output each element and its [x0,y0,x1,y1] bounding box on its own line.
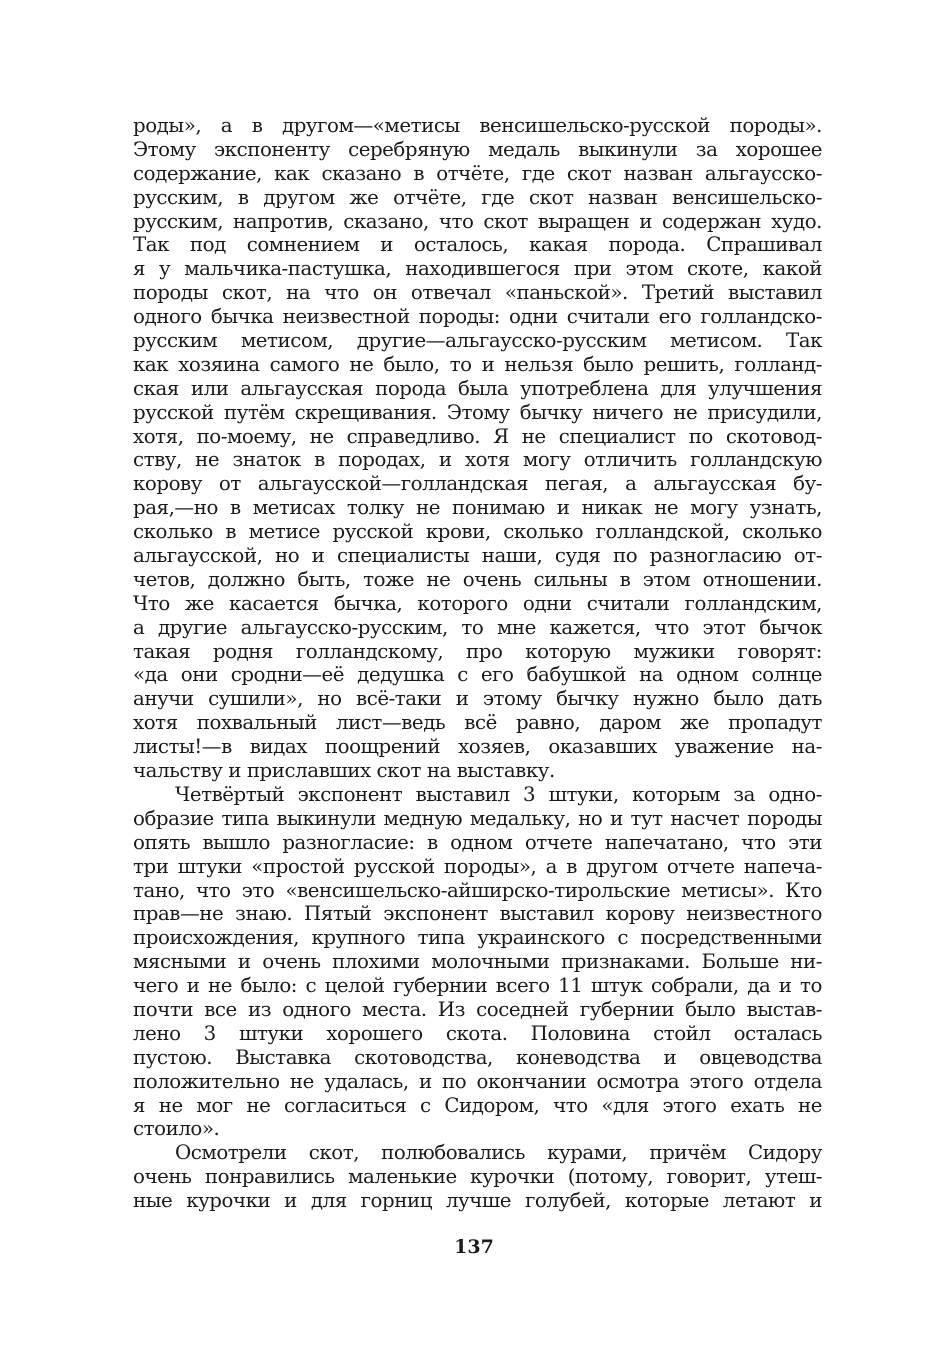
text-line: четов, должно быть, тоже не очень сильны в этом отношении. [133,567,822,591]
paragraph [133,1141,822,1213]
text-line: рая,—но в метисах толку не понимаю и никак не могу узнать, [133,496,822,520]
text-line: положительно не удалась, и по окончании осмотра этого отдела [133,1069,822,1093]
text-line: опять вышло разногласие: в одном отчете напечатано, что эти [133,830,822,854]
text-line: очень понравились маленькие курочки (потому, говорит, утеш- [133,1165,822,1189]
text-line: стоило». [133,1117,220,1141]
page-text [133,114,822,1213]
text-line: русской путём скрещивания. Этому бычку ничего не присудили, [133,400,822,424]
text-line: мясными и очень плохими молочными признаками. Больше ни- [133,950,822,974]
text-line: чальству и приславших скот на выставку. [133,759,555,783]
text-line: почти все из одного места. Из соседней губернии было выстав- [133,997,822,1021]
text-line: лено 3 штуки хорошего скота. Половина стойл осталась [133,1021,822,1045]
text-line: такая родня голландскому, про которую мужики говорят: [133,639,822,663]
text-line: ская или альгаусская порода была употреблена для улучшения [133,376,822,400]
text-line: тано, что это «венсишельско-айширско-тирольские метисы». Кто [133,878,822,902]
text-line: чего и не было: с целой губернии всего 11 штук собрали, да и то [133,974,822,998]
text-line: хотя похвальный лист—ведь всё равно, даром же пропадут [133,711,822,735]
text-line: хотя, по-моему, не справедливо. Я не специалист по скотовод- [133,424,822,448]
text-line: происхождения, крупного типа украинского с посредственными [133,926,822,950]
text-line: породы скот, на что он отвечал «паньской». Третий выставил [133,281,822,305]
text-line: прав—не знаю. Пятый экспонент выставил корову неизвестного [133,902,822,926]
text-line: Осмотрели скот, полюбовались курами, причём Сидору [175,1141,822,1165]
text-line: одного бычка неизвестной породы: одни считали его голландско- [133,305,822,329]
text-line: роды», а в другом—«метисы венсишельско-русской породы». [133,114,822,137]
text-line: русским, напротив, сказано, что скот выращен и содержан худо. [133,209,822,233]
text-line: пустою. Выставка скотоводства, коневодства и овцеводства [133,1045,822,1069]
text-line: сколько в метисе русской крови, сколько голландской, сколько [133,520,822,544]
text-line: образие типа выкинули медную медальку, но и тут насчет породы [133,806,822,830]
text-line: корову от альгаусской—голландская пегая, а альгаусская бу- [133,472,822,496]
text-line: а другие альгаусско-русским, то мне кажется, что этот бычок [133,615,822,639]
text-line: ству, не знаток в породах, и хотя могу отличить голландскую [133,448,822,472]
text-line: анучи сушили», но всё-таки и этому бычку нужно было дать [133,687,822,711]
text-line: я у мальчика-пастушка, находившегося при этом скоте, какой [133,257,822,281]
paragraphs [133,114,822,1213]
text-line: альгаусской, но и специалисты наши, судя по разногласию от- [133,544,822,568]
page-number: 137 [454,1236,494,1258]
text-line: как хозяина самого не было, то и нельзя было решить, голланд- [133,352,822,376]
text-line: русским метисом, другие—альгаусско-русским метисом. Так [133,329,822,353]
text-line: три штуки «простой русской породы», а в другом отчете напеча- [133,854,822,878]
text-line: листы!—в видах поощрений хозяев, оказавших уважение на- [133,735,822,759]
text-line: я не мог не согласиться с Сидором, что «для этого ехать не [133,1093,822,1117]
paragraph [133,114,822,783]
text-line: русским, в другом же отчёте, где скот назван венсишельско- [133,185,822,209]
text-line: ные курочки и для горниц лучше голубей, которые летают и [133,1189,822,1213]
text-line: Что же касается бычка, которого одни считали голландским, [133,591,822,615]
paragraph [133,783,822,1141]
text-line: Так под сомнением и осталось, какая порода. Спрашивал [133,233,822,257]
text-line: Этому экспоненту серебряную медаль выкинули за хорошее [133,137,822,161]
text-line: содержание, как сказано в отчёте, где скот назван альгаусско- [133,161,822,185]
text-line: Четвёртый экспонент выставил 3 штуки, которым за одно- [175,782,822,806]
text-line: «да они сродни—её дедушка с его бабушкой на одном солнце [133,663,822,687]
